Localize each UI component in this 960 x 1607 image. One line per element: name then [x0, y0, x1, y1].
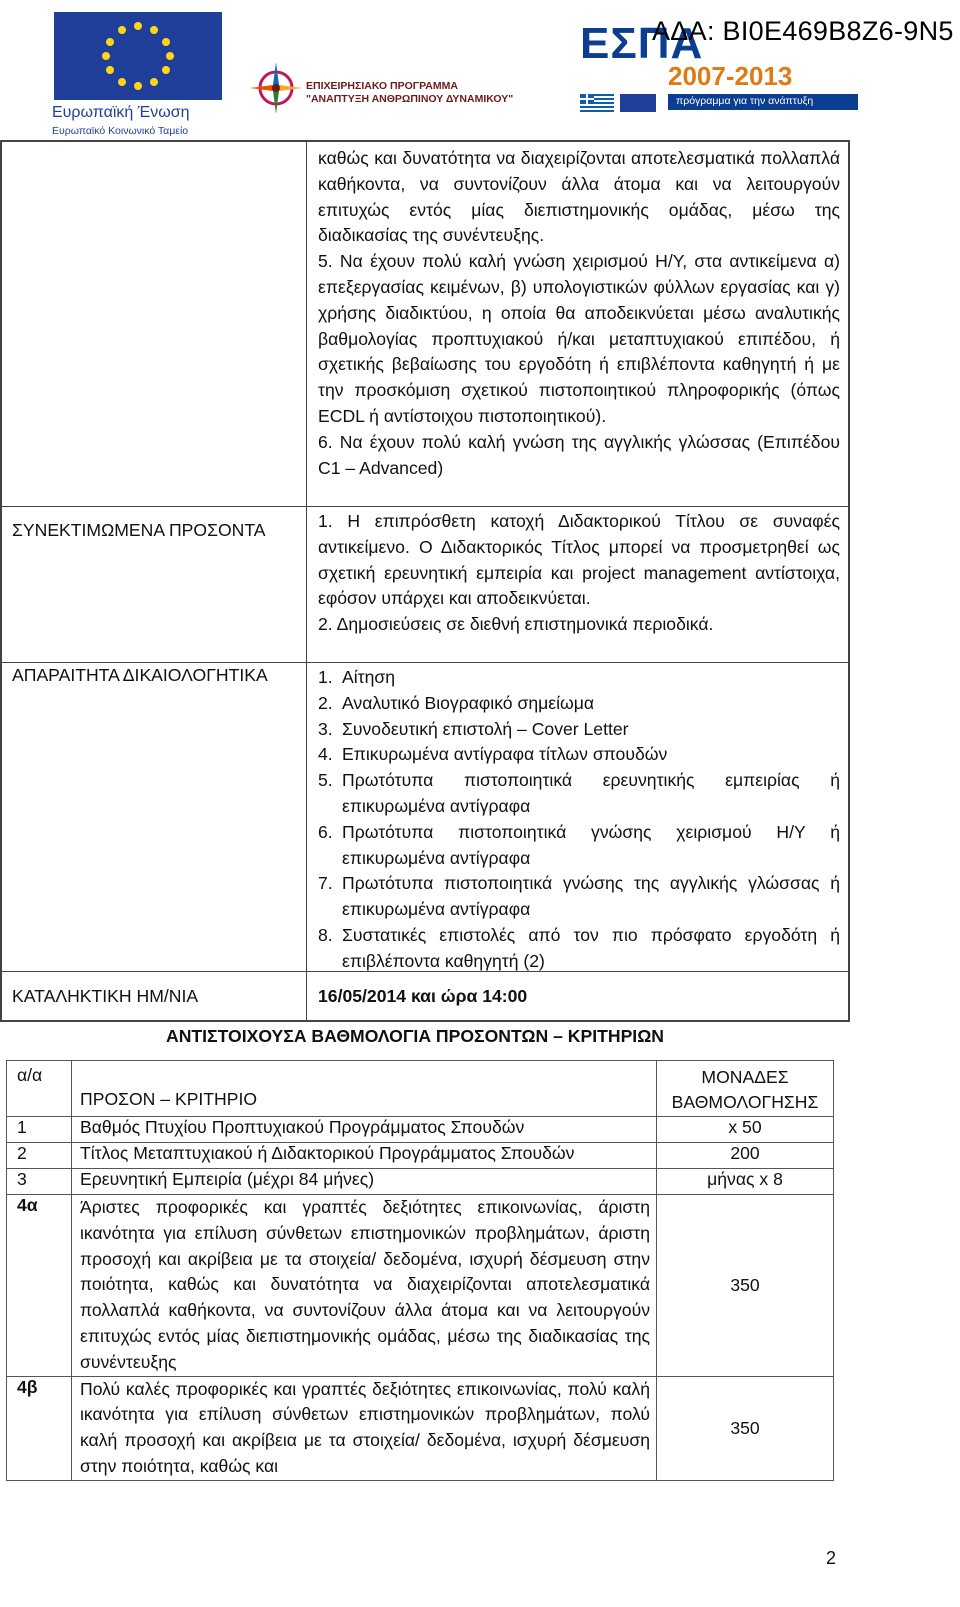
operational-programme-logo: [248, 60, 568, 116]
eu-subcaption: Ευρωπαϊκό Κοινωνικό Ταμείο: [52, 125, 189, 137]
list-item: 3. Συνοδευτική επιστολή – Cover Letter: [318, 718, 629, 739]
table-header-row: [7, 1061, 834, 1117]
table-row: [7, 1143, 834, 1169]
criteria-title: ΑΝΤΙΣΤΟΙΧΟΥΣΑ ΒΑΘΜΟΛΟΓΙΑ ΠΡΟΣΟΝΤΩΝ – ΚΡΙΤΗΡΙΩΝ: [166, 1026, 665, 1046]
row-no: 4β: [7, 1376, 72, 1480]
page-number: 2: [826, 1548, 837, 1568]
list-item: 2. Αναλυτικό Βιογραφικό σημείωμα: [318, 692, 595, 713]
table-row: [7, 1195, 834, 1377]
preferred-item: 1. Η επιπρόσθετη κατοχή Διδακτορικού Τίτλου σε συναφές αντικείμενο. Ο Διδακτορικός Τίτλος μπορεί να προσμετρηθεί ως σχετική ερευνητική εμπειρία και project management αντίστοιχα, εφόσον υπάρχει και αποδεικνύεται.: [318, 511, 840, 609]
row-no: 2: [7, 1143, 72, 1169]
row-divider: [2, 662, 848, 663]
list-item: 5. Πρωτότυπα πιστοποιητικά ερευνητικής εμπειρίας ή επικυρωμένα αντίγραφα: [318, 770, 840, 816]
required-documents-list: [318, 665, 840, 975]
row-criterion: Πολύ καλές προφορικές και γραπτές δεξιότητες επικοινωνίας, πολύ καλή ικανότητα για επίλυση σύνθετων επιστημονικών προβλημάτων, πολύ καλή προσοχή και ακρίβεια με τα στοιχεία/ δεδομένα, ισχυρή δέσμευση στην ποιότητα, καθώς και: [72, 1376, 657, 1480]
row-points: 350: [657, 1376, 834, 1480]
list-item: 6. Πρωτότυπα πιστοποιητικά γνώσης χειρισμού Η/Υ ή επικυρωμένα αντίγραφα: [318, 821, 840, 868]
header-points: ΜΟΝΑΔΕΣ ΒΑΘΜΟΛΟΓΗΣΗΣ: [657, 1061, 834, 1117]
header-criterion: ΠΡΟΣΟΝ – ΚΡΙΤΗΡΙΟ: [72, 1061, 657, 1117]
row-no: 1: [7, 1117, 72, 1143]
eu-mini-flag-icon: [620, 94, 656, 112]
op-title-line2: "ΑΝΑΠΤΥΞΗ ΑΝΘΡΩΠΙΝΟΥ ΔΥΝΑΜΙΚΟΥ": [306, 93, 514, 105]
greek-flag-icon: [580, 94, 614, 112]
ada-code: ΑΔΑ: ΒΙ0Ε469Β8Ζ6-9Ν5: [652, 16, 954, 46]
criteria-table: [6, 1060, 834, 1481]
column-divider: [306, 142, 307, 1020]
espa-tagline: πρόγραμμα για την ανάπτυξη: [676, 95, 814, 107]
preferred-qualifications: [318, 509, 840, 638]
eu-logo: [52, 12, 224, 140]
row-criterion: Άριστες προφορικές και γραπτές δεξιότητες επικοινωνίας, άριστη ικανότητα για επίλυση σύνθετων επιστημονικών προβλημάτων, άριστη προσοχή και ακρίβεια με τα στοιχεία/ δεδομένα, ισχυρή δέσμευση στην ποιότητα, καθώς και δυνατότητα να διαχειρίζονται αποτελεσματικά πολλαπλά καθήκοντα, να συντονίζουν άλλα άτομα και να λειτουργούν επιτυχώς εντός μίας διεπιστημονικής ομάδας, μέσω της διαδικασίας της συνέντευξης: [72, 1195, 657, 1377]
list-item: 4. Επικυρωμένα αντίγραφα τίτλων σπουδών: [318, 744, 668, 765]
row-no: 3: [7, 1169, 72, 1195]
row-criterion: Ερευνητική Εμπειρία (μέχρι 84 μήνες): [72, 1169, 657, 1195]
list-item: 1. Αίτηση: [318, 667, 396, 687]
row-divider: [2, 506, 848, 507]
row-criterion: Βαθμός Πτυχίου Προπτυχιακού Προγράμματος Σπουδών: [72, 1117, 657, 1143]
preferred-item: 2. Δημοσιεύσεις σε διεθνή επιστημονικά περιοδικά.: [318, 614, 714, 635]
requirements-continued: [318, 146, 840, 481]
requirement-paragraph: 5. Να έχουν πολύ καλή γνώση χειρισμού Η/Υ, στα αντικείμενα α) επεξεργασίας κειμένων, β) υπολογιστικών φύλλων εργασίας και γ) χρήσης διαδικτύου, η οποία θα αποδεικνύεται μέσω αναλυτικής βαθμολογίας προπτυχιακού ή/και μεταπτυχιακού επιπέδου, ή σχετικής βεβαίωσης του εργοδότη ή επιβλέποντα καθηγητή ή με την προσκόμιση σχετικού πιστοποιητικού πληροφορικής (όπως ECDL ή αντίστοιχου πιστοποιητικού).: [318, 251, 840, 426]
deadline-value: 16/05/2014 και ώρα 14:00: [318, 986, 528, 1006]
op-title-line1: ΕΠΙΧΕΙΡΗΣΙΑΚΟ ΠΡΟΓΡΑΜΜΑ: [306, 80, 458, 92]
eu-caption: Ευρωπαϊκή Ένωση: [52, 104, 190, 121]
list-item: 7. Πρωτότυπα πιστοποιητικά γνώσης της αγγλικής γλώσσας ή επικυρωμένα αντίγραφα: [318, 873, 840, 920]
requirement-paragraph: 6. Να έχουν πολύ καλή γνώση της αγγλικής γλώσσας (Επιπέδου C1 – Advanced): [318, 431, 840, 478]
requirement-paragraph: καθώς και δυνατότητα να διαχειρίζονται αποτελεσματικά πολλαπλά καθήκοντα, να συντονίζουν άλλα άτομα και να λειτουργούν επιτυχώς εντός μίας διεπιστημονικής ομάδας, μέσω της διαδικασίας της συνέντευξης.: [318, 148, 840, 246]
row-points: x 50: [657, 1117, 834, 1143]
list-item: 8. Συστατικές επιστολές από τον πιο πρόσφατο εργοδότη ή επιβλέποντα καθηγητή (2): [318, 924, 840, 971]
table-row: [7, 1376, 834, 1480]
eu-flag-icon: [54, 12, 222, 100]
espa-years: 2007-2013: [668, 61, 793, 91]
espa-wordmark: ΕΣΠΑ: [580, 19, 704, 68]
table-row: [7, 1117, 834, 1143]
compass-rose-icon: [248, 60, 304, 116]
row-criterion: Τίτλος Μεταπτυχιακού ή Διδακτορικού Προγράμματος Σπουδών: [72, 1143, 657, 1169]
row-no: 4α: [7, 1195, 72, 1377]
required-documents-label: ΑΠΑΡΑΙΤΗΤΑ ΔΙΚΑΙΟΛΟΓΗΤΙΚΑ: [12, 665, 268, 685]
header-no: α/α: [7, 1061, 72, 1117]
preferred-qualifications-label: ΣΥΝΕΚΤΙΜΩΜΕΝΑ ΠΡΟΣΟΝΤΑ: [12, 520, 266, 540]
row-points: 200: [657, 1143, 834, 1169]
row-points: μήνας x 8: [657, 1169, 834, 1195]
row-points: 350: [657, 1195, 834, 1377]
table-row: [7, 1169, 834, 1195]
deadline-label: ΚΑΤΑΛΗΚΤΙΚΗ ΗΜ/ΝΙΑ: [12, 986, 199, 1006]
